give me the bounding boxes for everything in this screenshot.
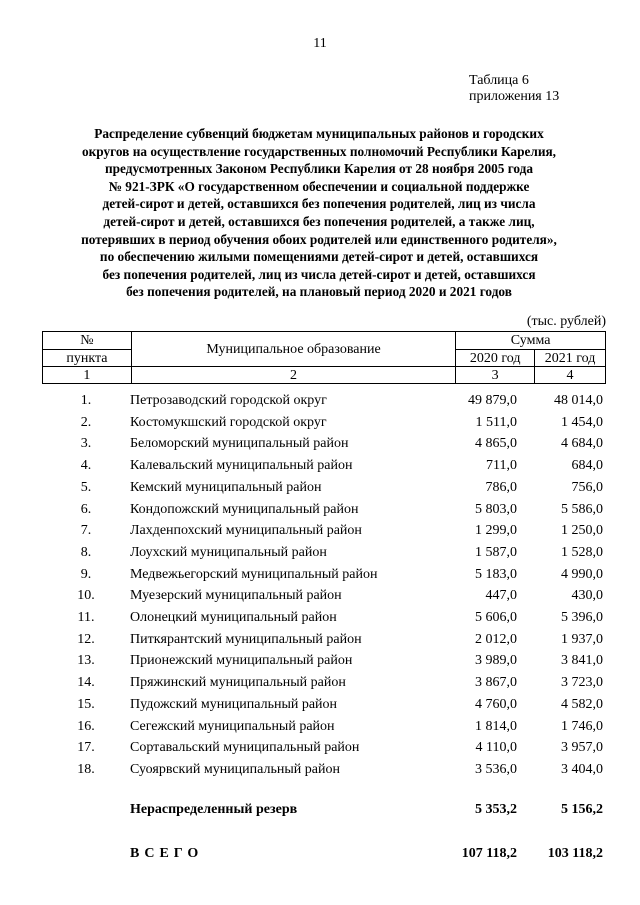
municipality-name: Олонецкий муниципальный район	[130, 610, 337, 625]
title-line: № 921-ЗРК «О государственном обеспечении и социальной поддержке	[108, 178, 530, 194]
municipality-name: Кондопожский муниципальный район	[130, 501, 359, 517]
title-line: по обеспечению жилыми помещениями детей-сирот и детей, оставшихся	[99, 249, 539, 265]
value-2021: 684,0	[571, 458, 603, 474]
total-row	[42, 844, 606, 864]
table-row	[42, 413, 606, 433]
value-2020: 1 299,0	[475, 523, 517, 539]
value-2021: 1 746,0	[561, 718, 603, 734]
header-col-4: 4	[535, 367, 606, 384]
title-line: без попечения родителей, лиц из числа детей-сирот и детей, оставшихся	[102, 266, 536, 282]
title-line: без попечения родителей, на плановый период 2020 и 2021 годов	[126, 284, 512, 300]
municipality-name: Прионежский муниципальный район	[130, 653, 353, 669]
header-col-2: 2	[131, 367, 455, 384]
header-num-label: №	[80, 333, 94, 348]
table-row	[42, 391, 606, 411]
municipality-name: Сортавальский муниципальный район	[130, 740, 360, 756]
municipality-name: Сегежский муниципальный район	[130, 718, 335, 734]
municipality-name: Медвежьегорский муниципальный район	[130, 566, 378, 582]
municipality-name: Суоярвский муниципальный район	[130, 761, 340, 777]
header-municipality: Муниципальное образование	[131, 332, 455, 367]
value-2020: 711,0	[486, 458, 517, 474]
municipality-name: Беломорский муниципальный район	[130, 436, 349, 452]
municipality-name: Пудожский муниципальный район	[130, 696, 338, 712]
municipality-name: Лахденпохский муниципальный район	[130, 523, 362, 539]
row-number: 2.	[80, 414, 92, 430]
row-number: 15.	[77, 696, 95, 712]
value-2020: 3 867,0	[475, 675, 517, 691]
row-number: 1.	[80, 393, 92, 408]
value-2021: 3 841,0	[561, 653, 603, 669]
table-row	[42, 608, 606, 628]
table-row	[42, 630, 606, 650]
value-2021: 1 528,0	[561, 544, 603, 560]
row-number: 5.	[80, 479, 92, 495]
table-header	[42, 331, 606, 385]
table-row	[42, 586, 606, 606]
table-row	[42, 456, 606, 476]
row-number: 13.	[77, 653, 95, 669]
table-row	[42, 651, 606, 671]
table-caption	[469, 73, 559, 105]
row-number: 17.	[77, 740, 95, 756]
row-number: 6.	[80, 501, 92, 517]
row-number: 12.	[77, 631, 95, 647]
header-num-2: пункта	[43, 350, 132, 367]
reserve-row	[42, 800, 606, 820]
value-2020: 1 587,0	[475, 544, 517, 560]
value-2021: 430,0	[571, 588, 603, 604]
header-year-2020: 2020 год	[456, 350, 535, 367]
value-2021: 1 454,0	[561, 414, 603, 430]
value-2021: 3 723,0	[561, 675, 603, 691]
value-2020: 4 865,0	[475, 436, 517, 452]
table-row	[42, 760, 606, 780]
municipality-name: Кемский муниципальный район	[130, 479, 322, 495]
reserve-label: Нераспределенный резерв	[130, 802, 298, 817]
value-2020: 5 803,0	[475, 501, 517, 517]
municipality-name: Муезерский муниципальный район	[130, 588, 342, 604]
value-2020: 1 511,0	[475, 414, 517, 430]
header-num	[43, 332, 132, 350]
value-2020: 49 879,0	[468, 393, 517, 408]
row-number: 18.	[77, 761, 95, 777]
total-label: ВСЕГО	[130, 846, 204, 861]
title-line: округов на осуществление государственных полномочий Республики Карелия,	[81, 143, 557, 159]
table-row	[42, 543, 606, 563]
document-title	[40, 125, 598, 301]
row-number: 8.	[80, 544, 92, 560]
value-2020: 5 183,0	[475, 566, 517, 582]
municipality-name: Петрозаводский городской округ	[130, 393, 327, 408]
row-number: 7.	[80, 523, 92, 539]
table-caption-line-2: приложения 13	[469, 89, 560, 104]
value-2020: 4 110,0	[475, 740, 517, 756]
municipality-name: Пряжинский муниципальный район	[130, 675, 346, 691]
reserve-value-2020: 5 353,2	[475, 802, 517, 817]
table-row	[42, 673, 606, 693]
row-number: 9.	[80, 566, 92, 582]
table-row	[42, 478, 606, 498]
municipality-name: Лоухский муниципальный район	[130, 544, 327, 560]
table-row	[42, 500, 606, 520]
municipality-name: Калевальский муниципальный район	[130, 458, 353, 474]
value-2021: 1 250,0	[561, 523, 603, 539]
total-value-2021: 103 118,2	[547, 846, 603, 861]
row-number: 11.	[77, 610, 95, 625]
value-2020: 5 606,0	[475, 610, 517, 625]
value-2020: 3 536,0	[475, 761, 517, 777]
title-line: детей-сирот и детей, оставшихся без попечения родителей, лиц из числа	[102, 196, 536, 212]
table-row	[42, 434, 606, 454]
title-line: потерявших в период обучения обоих родителей или единственного родителя»,	[81, 231, 557, 247]
title-line: Распределение субвенций бюджетам муниципальных районов и городских	[94, 126, 544, 141]
value-2020: 786,0	[485, 479, 517, 495]
value-2021: 3 404,0	[561, 761, 603, 777]
table-row	[42, 717, 606, 737]
reserve-value-2021: 5 156,2	[561, 802, 603, 817]
value-2021: 1 937,0	[561, 631, 603, 647]
total-value-2020: 107 118,2	[461, 846, 517, 861]
header-col-3: 3	[456, 367, 535, 384]
table-caption-line-1: Таблица 6	[469, 73, 529, 88]
title-line: предусмотренных Законом Республики Карелия от 28 ноября 2005 года	[104, 161, 534, 177]
value-2021: 5 396,0	[561, 610, 603, 625]
value-2020: 2 012,0	[475, 631, 517, 647]
table-row	[42, 695, 606, 715]
value-2021: 5 586,0	[561, 501, 603, 517]
row-number: 4.	[80, 458, 92, 474]
value-2021: 4 582,0	[561, 696, 603, 712]
municipality-name: Костомукшский городской округ	[130, 414, 327, 430]
value-2021: 48 014,0	[554, 393, 603, 408]
value-2021: 4 684,0	[561, 436, 603, 452]
page-number: 11	[313, 36, 327, 51]
table-row	[42, 738, 606, 758]
table-row	[42, 565, 606, 585]
value-2021: 756,0	[571, 479, 603, 495]
units-label: (тыс. рублей)	[526, 314, 606, 329]
table-row	[42, 521, 606, 541]
row-number: 14.	[77, 675, 95, 691]
title-line: детей-сирот и детей, оставшихся без попечения родителей, а также лиц,	[103, 213, 535, 229]
value-2020: 447,0	[485, 588, 517, 604]
header-col-1: 1	[43, 367, 132, 384]
row-number: 16.	[77, 718, 95, 734]
row-number: 10.	[77, 588, 95, 604]
header-sum: Сумма	[456, 332, 606, 350]
municipality-name: Питкярантский муниципальный район	[130, 631, 362, 647]
value-2021: 4 990,0	[561, 566, 603, 582]
value-2020: 3 989,0	[475, 653, 517, 669]
row-number: 3.	[80, 436, 92, 452]
value-2021: 3 957,0	[561, 740, 603, 756]
value-2020: 1 814,0	[475, 718, 517, 734]
value-2020: 4 760,0	[475, 696, 517, 712]
header-year-2021: 2021 год	[535, 350, 606, 367]
